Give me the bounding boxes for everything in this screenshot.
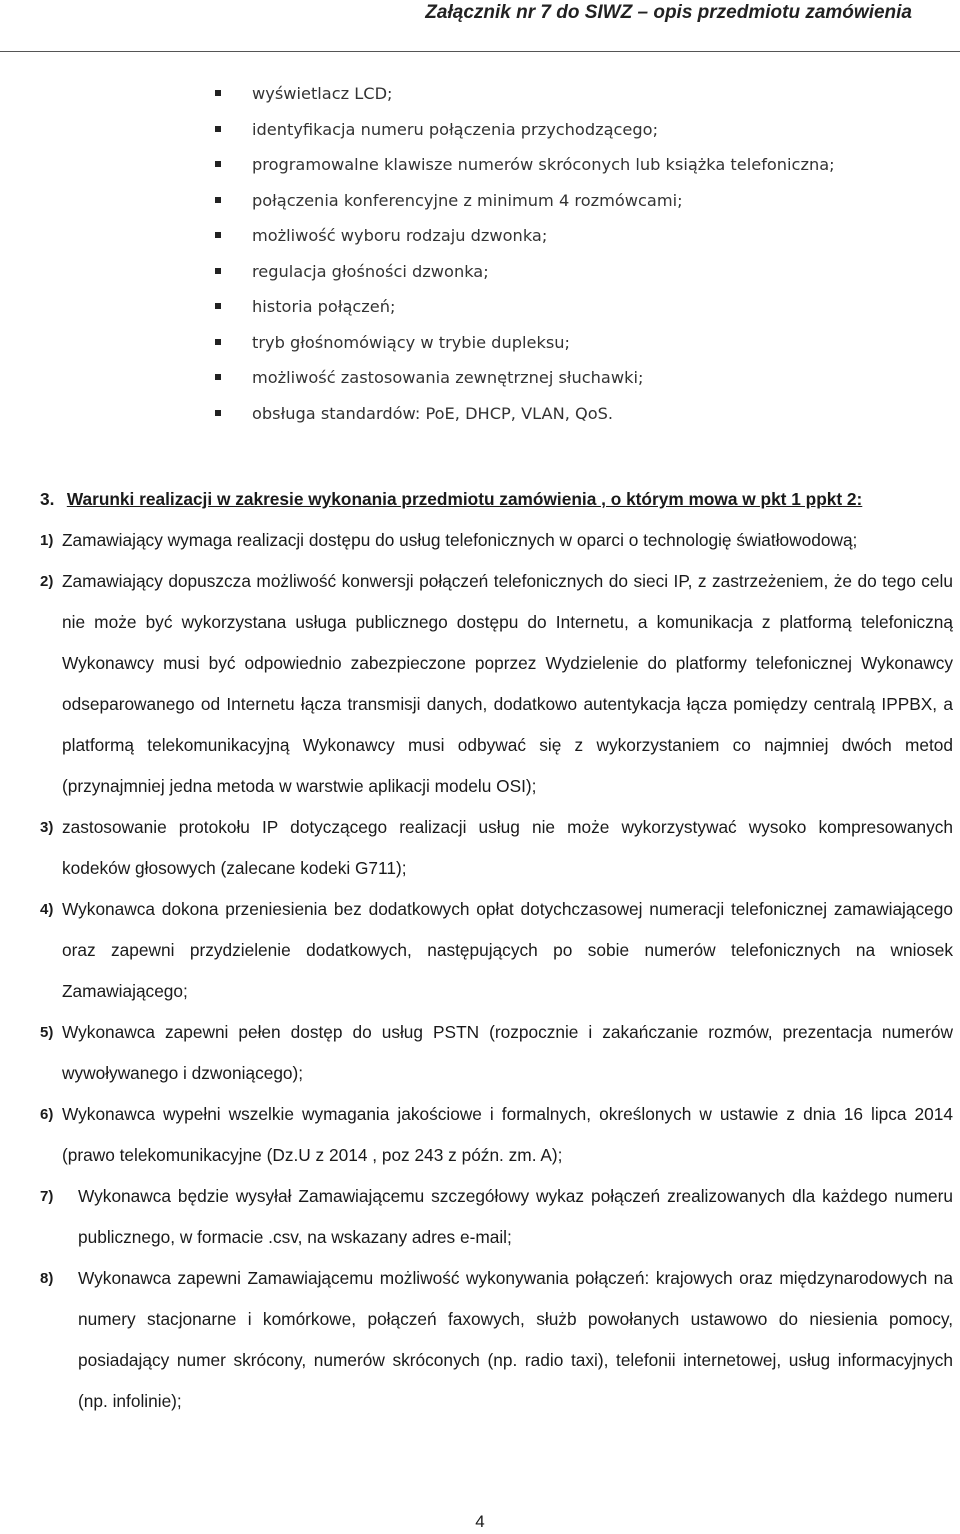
item-text: Wykonawca zapewni pełen dostęp do usług PSTN (rozpocznie i zakańczanie rozmów, prezentacja numerów wywoływanego i dzwoniącego); bbox=[62, 1022, 953, 1083]
square-bullet-icon bbox=[215, 339, 221, 345]
section-title: Warunki realizacji w zakresie wykonania przedmiotu zamówienia , o którym mowa w pkt 1 ppkt 2: bbox=[66, 489, 863, 509]
item-text: zastosowanie protokołu IP dotyczącego realizacji usług nie może wykorzystywać wysoko kompresowanych kodeków głosowych (zalecane kodeki G711); bbox=[62, 817, 953, 878]
section-number: 3. bbox=[40, 489, 55, 509]
square-bullet-icon bbox=[215, 410, 221, 416]
square-bullet-icon bbox=[215, 232, 221, 238]
item-marker: 1) bbox=[40, 532, 54, 549]
item-marker: 4) bbox=[40, 901, 54, 918]
list-item: historia połączeń; bbox=[210, 289, 950, 325]
list-item bbox=[0, 1258, 960, 1422]
list-item bbox=[0, 889, 960, 1012]
section-heading bbox=[40, 486, 960, 512]
item-marker: 5) bbox=[40, 1024, 54, 1041]
list-item: tryb głośnomówiący w trybie dupleksu; bbox=[210, 325, 950, 361]
item-text: Zamawiający dopuszcza możliwość konwersji połączeń telefonicznych do sieci IP, z zastrzeżeniem, że do tego celu nie może być wykorzystana usługa publicznego dostępu do Internetu, a komunikacja z platformą telefoniczną Wykonawcy musi być odpowiednio zabezpieczone poprzez Wydzielenie do platformy telefonicznej Wykonawcy odseparowanego od Internetu łącza transmisji danych, dodatkowo autentykacja łącza pomiędzy centralą IPPBX, a platformą telekomunikacyjną Wykonawcy musi odbywać się z wykorzystaniem co najmniej dwóch metod (przynajmniej jedna metoda w warstwie aplikacji modelu OSI); bbox=[62, 571, 953, 796]
item-text: Wykonawca dokona przeniesienia bez dodatkowych opłat dotychczasowej numeracji telefonicznej zamawiającego oraz zapewni przydzielenie dodatkowych, następujących po sobie numerów telefonicznych na wniosek Zamawiającego; bbox=[62, 899, 953, 1001]
list-item: połączenia konferencyjne z minimum 4 rozmówcami; bbox=[210, 183, 950, 219]
item-marker: 7) bbox=[40, 1188, 54, 1205]
list-item: identyfikacja numeru połączenia przychodzącego; bbox=[210, 112, 950, 148]
square-bullet-icon bbox=[215, 197, 221, 203]
requirements-list bbox=[0, 520, 960, 1422]
square-bullet-icon bbox=[215, 268, 221, 274]
list-item bbox=[0, 520, 960, 561]
list-item bbox=[0, 1012, 960, 1094]
item-marker: 2) bbox=[40, 573, 54, 590]
list-item: możliwość zastosowania zewnętrznej słuchawki; bbox=[210, 360, 950, 396]
page-number: 4 bbox=[475, 1512, 485, 1531]
list-item: obsługa standardów: PoE, DHCP, VLAN, QoS. bbox=[210, 396, 950, 432]
header-title: Załącznik nr 7 do SIWZ – opis przedmiotu zamówienia bbox=[425, 2, 912, 23]
item-marker: 8) bbox=[40, 1270, 54, 1287]
square-bullet-icon bbox=[215, 90, 221, 96]
list-item bbox=[0, 561, 960, 807]
item-marker: 6) bbox=[40, 1106, 54, 1123]
item-text: Wykonawca będzie wysyłał Zamawiającemu szczegółowy wykaz połączeń zrealizowanych dla każdego numeru publicznego, w formacie .csv, na wskazany adres e-mail; bbox=[78, 1186, 953, 1247]
header-divider bbox=[0, 51, 960, 52]
square-bullet-icon bbox=[215, 161, 221, 167]
item-text: Wykonawca zapewni Zamawiającemu możliwość wykonywania połączeń: krajowych oraz międzynarodowych na numery stacjonarne i komórkowe, połączeń faxowych, służb powołanych ustawowo do niesienia pomocy, posiadający numer skrócony, numerów skróconych (np. radio taxi), telefonii internetowej, usług informacyjnych (np. infolinie); bbox=[78, 1268, 953, 1411]
feature-list bbox=[210, 76, 950, 431]
item-marker: 3) bbox=[40, 819, 54, 836]
item-text: Zamawiający wymaga realizacji dostępu do usług telefonicznych w oparci o technologię światłowodową; bbox=[62, 530, 858, 550]
list-item bbox=[0, 1094, 960, 1176]
item-text: Wykonawca wypełni wszelkie wymagania jakościowe i formalnych, określonych w ustawie z dnia 16 lipca 2014 (prawo telekomunikacyjne (Dz.U z 2014 , poz 243 z późn. zm. A); bbox=[62, 1104, 953, 1165]
list-item: wyświetlacz LCD; bbox=[210, 76, 950, 112]
list-item: możliwość wyboru rodzaju dzwonka; bbox=[210, 218, 950, 254]
square-bullet-icon bbox=[215, 126, 221, 132]
list-item bbox=[0, 1176, 960, 1258]
square-bullet-icon bbox=[215, 303, 221, 309]
list-item: programowalne klawisze numerów skróconych lub książka telefoniczna; bbox=[210, 147, 950, 183]
list-item: regulacja głośności dzwonka; bbox=[210, 254, 950, 290]
list-item bbox=[0, 807, 960, 889]
square-bullet-icon bbox=[215, 374, 221, 380]
page-header bbox=[0, 0, 912, 30]
